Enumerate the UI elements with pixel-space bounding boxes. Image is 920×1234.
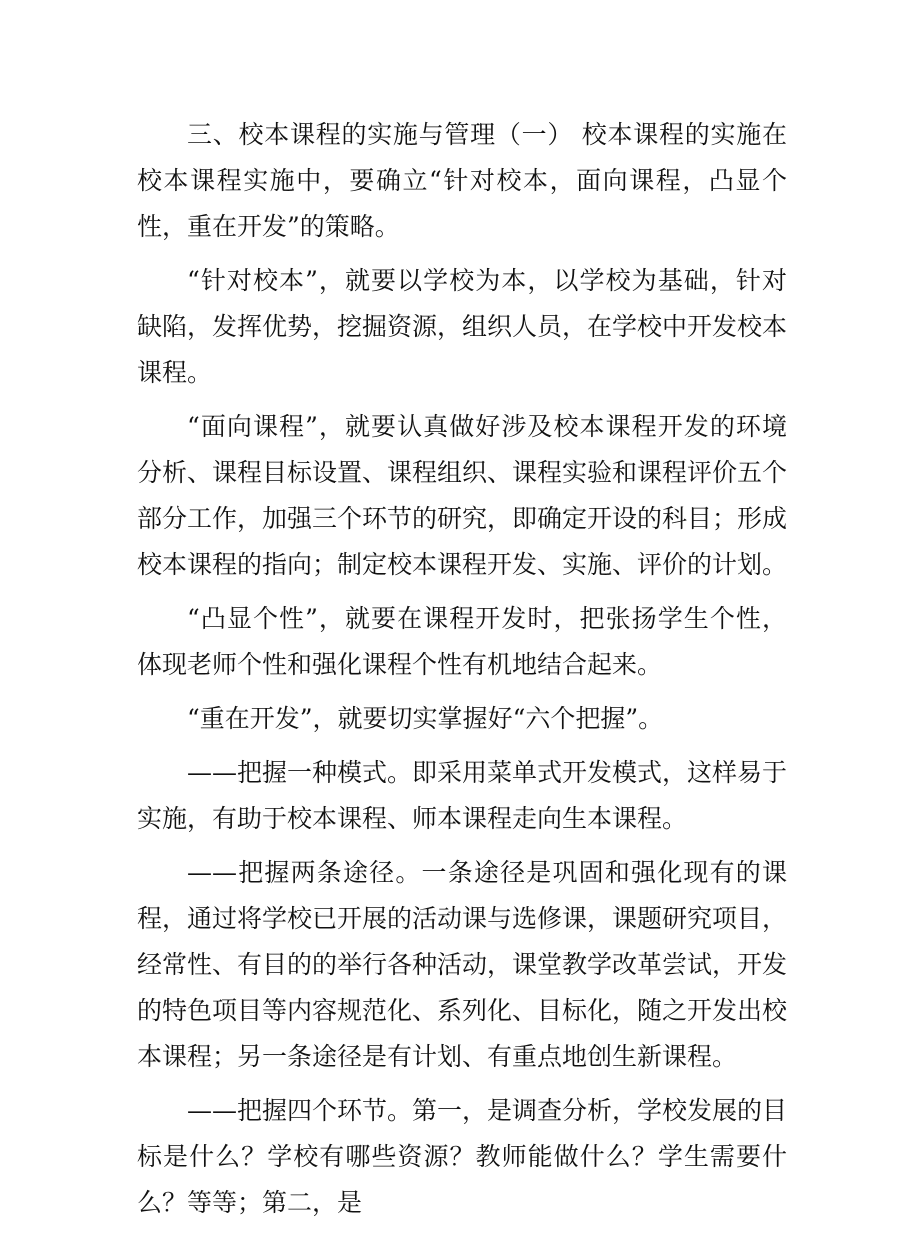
paragraph-2: “针对校本”，就要以学校为本，以学校为基础，针对缺陷，发挥优势，挖掘资源，组织人员，在学校中开发校本课程。 bbox=[137, 266, 788, 387]
paragraph-3: “面向课程”，就要认真做好涉及校本课程开发的环境分析、课程目标设置、课程组织、课程实验和课程评价五个部分工作，加强三个环节的研究，即确定开设的科目；形成校本课程的指向；制定校本课程开发、实施、评价的计划。 bbox=[137, 412, 788, 579]
paragraph-6: ——把握一种模式。即采用菜单式开发模式，这样易于实施，有助于校本课程、师本课程走向生本课程。 bbox=[137, 758, 788, 833]
paragraph-5: “重在开发”，就要切实掌握好“六个把握”。 bbox=[187, 704, 664, 733]
paragraph-1: 三、校本课程的实施与管理（一） 校本课程的实施在校本课程实施中，要确立“针对校本，面向课程，凸显个性，重在开发”的策略。 bbox=[137, 120, 787, 241]
document-body bbox=[137, 112, 787, 1234]
paragraph-4: “凸显个性”，就要在课程开发时，把张扬学生个性，体现老师个性和强化课程个性有机地结合起来。 bbox=[137, 604, 787, 679]
paragraph-8: ——把握四个环节。第一，是调查分析，学校发展的目标是什么？学校有哪些资源？教师能做什么？学生需要什么？等等；第二，是 bbox=[137, 1096, 788, 1217]
paragraph-7: ——把握两条途径。一条途径是巩固和强化现有的课程，通过将学校已开展的活动课与选修课，课题研究项目，经常性、有目的的举行各种活动，课堂教学改革尝试，开发的特色项目等内容规范化、系列化、目标化，随之开发出校本课程；另一条途径是有计划、有重点地创生新课程。 bbox=[137, 858, 788, 1071]
